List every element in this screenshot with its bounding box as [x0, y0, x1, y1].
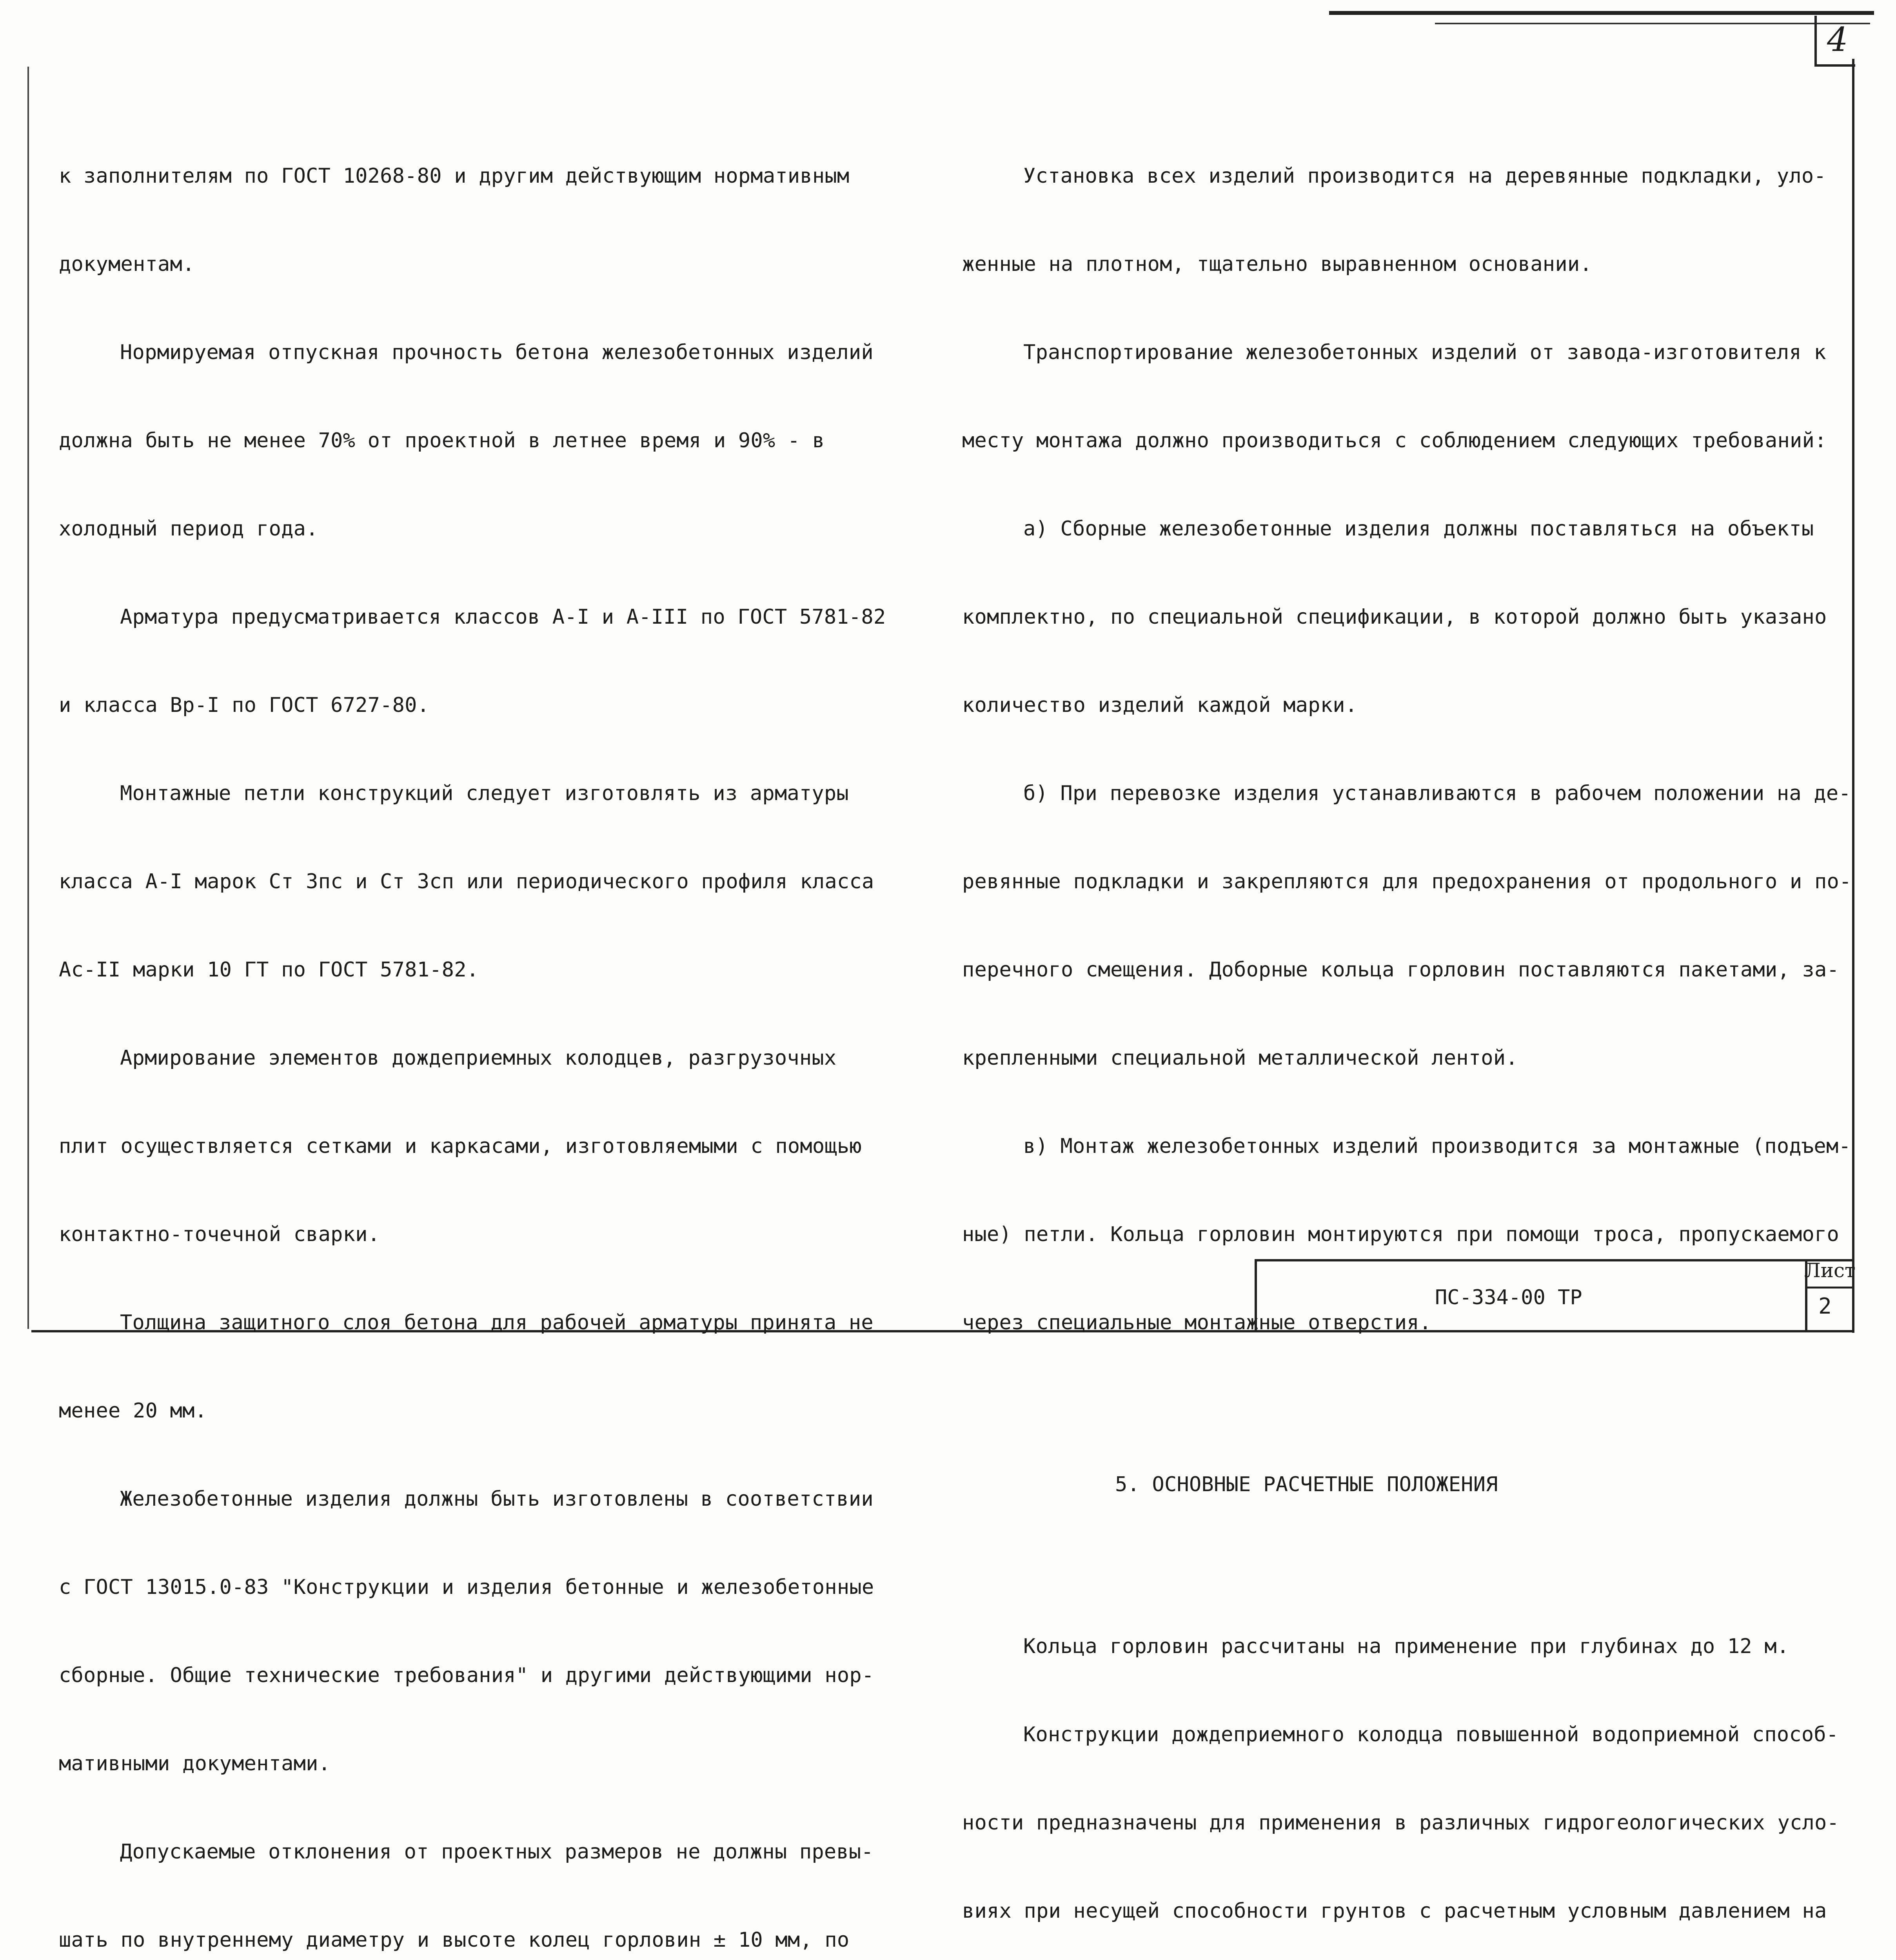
- text-line: а) Сборные железобетонные изделия должны поставляться на объекты: [1023, 517, 1814, 541]
- sheet-label: Лист: [1804, 1259, 1856, 1282]
- text-line: ности предназначены для применения в различных гидрогеологических усло-: [962, 1811, 1839, 1835]
- text-line: контактно-точечной сварки.: [59, 1223, 380, 1246]
- frame-right-line: [1852, 59, 1854, 1333]
- text-line: Железобетонные изделия должны быть изготовлены в соответствии: [120, 1487, 874, 1511]
- page-number: 4: [1827, 20, 1848, 59]
- section-5-heading: 5. ОСНОВНЫЕ РАСЧЕТНЫЕ ПОЛОЖЕНИЯ: [1115, 1473, 1498, 1496]
- text-line: и класса Вр-I по ГОСТ 6727-80.: [59, 693, 430, 717]
- text-line: Арматура предусматривается классов А-I и А-III по ГОСТ 5781-82: [120, 605, 886, 629]
- text-line: шать по внутреннему диаметру и высоте колец горловин ± 10 мм, по: [59, 1928, 850, 1952]
- text-line: Ас-II марки 10 ГТ по ГОСТ 5781-82.: [59, 958, 479, 982]
- text-line: Установка всех изделий производится на деревянные подкладки, уло-: [1023, 164, 1826, 188]
- text-line: сборные. Общие технические требования" и другими действующими нор-: [59, 1664, 874, 1687]
- text-line: количество изделий каждой марки.: [962, 693, 1358, 717]
- text-line: документам.: [59, 252, 195, 276]
- document-code: ПС-334-00 ТР: [1435, 1286, 1582, 1309]
- text-line: Допускаемые отклонения от проектных размеров не должны превы-: [120, 1840, 874, 1864]
- text-line: Армирование элементов дождеприемных колодцев, разгрузочных: [120, 1046, 837, 1070]
- text-line: Кольца горловин рассчитаны на применение при глубинах до 12 м.: [1023, 1635, 1789, 1658]
- text-line: комплектно, по специальной спецификации, в которой должно быть указано: [962, 605, 1827, 629]
- text-line: холодный период года.: [59, 517, 318, 541]
- text-line: к заполнителям по ГОСТ 10268-80 и другим действующим нормативным: [59, 164, 850, 188]
- text-line: виях при несущей способности грунтов с расчетным условным давлением на: [962, 1899, 1827, 1923]
- text-line: должна быть не менее 70% от проектной в летнее время и 90% - в: [59, 429, 825, 452]
- left-column: [59, 103, 899, 1960]
- text-line: с ГОСТ 13015.0-83 "Конструкции и изделия бетонные и железобетонные: [59, 1575, 874, 1599]
- text-line: месту монтажа должно производиться с соблюдением следующих требований:: [962, 429, 1827, 452]
- sheet-cell-divider: [1807, 1287, 1853, 1289]
- text-line: мативными документами.: [59, 1752, 331, 1775]
- text-line: перечного смещения. Доборные кольца горловин поставляются пакетами, за-: [962, 958, 1839, 982]
- sheet-number: 2: [1818, 1294, 1832, 1319]
- frame-top-line: [1329, 11, 1874, 15]
- text-line: через специальные монтажные отверстия.: [962, 1311, 1432, 1334]
- text-line: в) Монтаж железобетонных изделий производится за монтажные (подъем-: [1023, 1134, 1851, 1158]
- text-line: Транспортирование железобетонных изделий от завода-изготовителя к: [1023, 341, 1826, 364]
- text-line: Толщина защитного слоя бетона для рабочей арматуры принята не: [120, 1311, 874, 1334]
- right-column: [962, 103, 1851, 1960]
- frame-left-line: [27, 67, 29, 1329]
- text-line: Нормируемая отпускная прочность бетона железобетонных изделий: [120, 341, 874, 364]
- text-line: женные на плотном, тщательно выравненном основании.: [962, 252, 1592, 276]
- text-line: б) При перевозке изделия устанавливаются в рабочем положении на де-: [1023, 782, 1851, 805]
- text-line: Монтажные петли конструкций следует изготовлять из арматуры: [120, 782, 849, 805]
- text-line: класса А-I марок Ст 3пс и Ст 3сп или периодического профиля класса: [59, 870, 874, 893]
- text-line: Конструкции дождеприемного колодца повышенной водоприемной способ-: [1023, 1723, 1839, 1746]
- text-line: менее 20 мм.: [59, 1399, 207, 1423]
- text-line: ные) петли. Кольца горловин монтируются при помощи троса, пропускаемого: [962, 1223, 1839, 1246]
- text-line: плит осуществляется сетками и каркасами, изготовляемыми с помощью: [59, 1134, 862, 1158]
- frame-top-thin-line: [1435, 23, 1870, 24]
- text-line: ревянные подкладки и закрепляются для предохранения от продольного и по-: [962, 870, 1852, 893]
- text-line: крепленными специальной металлической лентой.: [962, 1046, 1518, 1070]
